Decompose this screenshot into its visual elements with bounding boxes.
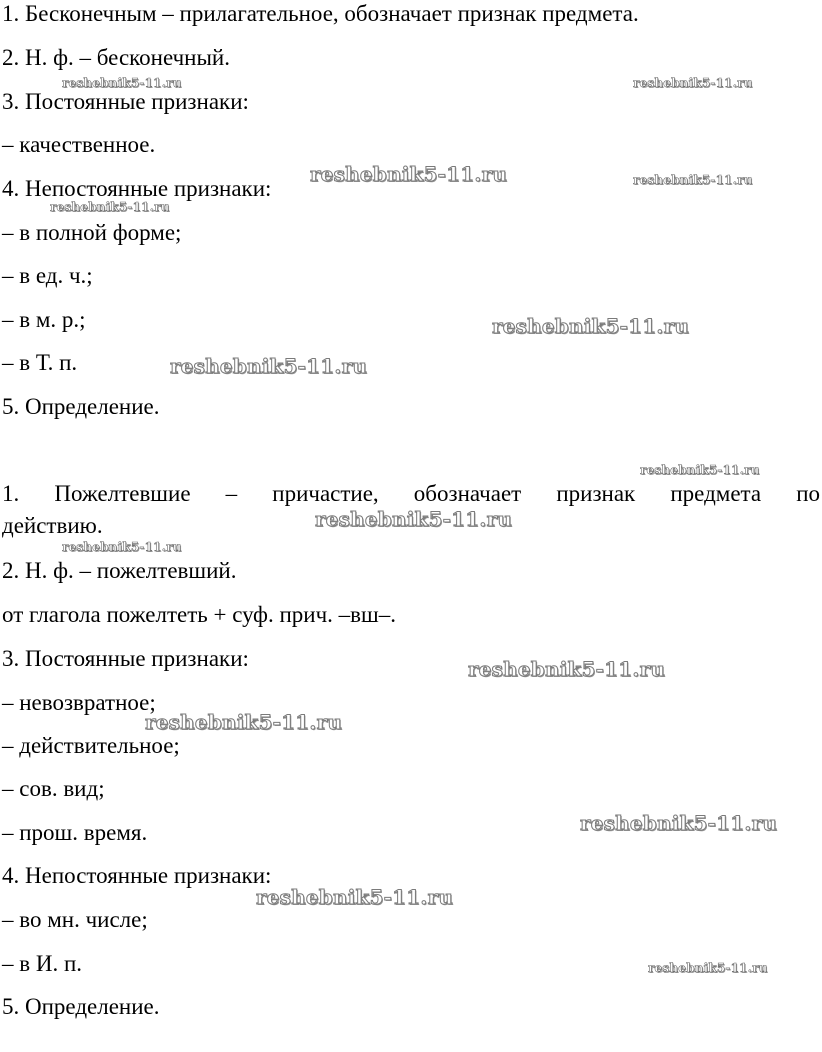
text-line: – прош. время. — [2, 820, 148, 845]
text-line: от глагола пожелтеть + суф. прич. –вш–. — [2, 602, 396, 627]
text-line: 1. Бесконечным – прилагательное, обозначает признак предмета. — [2, 1, 639, 26]
watermark: reshebnik5-11.ru — [633, 76, 753, 90]
text-line: – в Т. п. — [2, 350, 78, 375]
text-line: – качественное. — [2, 132, 156, 157]
text-line: 4. Непостоянные признаки: — [2, 176, 272, 201]
watermark: reshebnik5-11.ru — [256, 885, 454, 909]
text-line: – сов. вид; — [2, 776, 105, 801]
text-line: 4. Непостоянные признаки: — [2, 863, 272, 888]
text-line: – во мн. числе; — [2, 907, 148, 932]
watermark: reshebnik5-11.ru — [170, 354, 368, 378]
watermark: reshebnik5-11.ru — [640, 463, 760, 477]
watermark: reshebnik5-11.ru — [62, 76, 182, 90]
watermark: reshebnik5-11.ru — [492, 314, 690, 338]
text-line: – в ед. ч.; — [2, 263, 93, 288]
text-line: – действительное; — [2, 733, 180, 758]
watermark: reshebnik5-11.ru — [315, 507, 513, 531]
watermark: reshebnik5-11.ru — [633, 173, 753, 187]
watermark: reshebnik5-11.ru — [468, 657, 666, 681]
watermark: reshebnik5-11.ru — [310, 162, 508, 186]
text-line: 5. Определение. — [2, 994, 160, 1019]
watermark: reshebnik5-11.ru — [580, 811, 778, 835]
watermark: reshebnik5-11.ru — [648, 961, 768, 975]
text-line: 3. Постоянные признаки: — [2, 646, 249, 671]
text-line: 3. Постоянные признаки: — [2, 89, 249, 114]
text-line: 5. Определение. — [2, 394, 160, 419]
text-line: – в И. п. — [2, 951, 83, 976]
text-line: – невозвратное; — [2, 690, 156, 715]
watermark: reshebnik5-11.ru — [50, 200, 170, 214]
text-line: 2. Н. ф. – пожелтевший. — [2, 558, 237, 583]
text-line: действию. — [2, 513, 103, 538]
watermark: reshebnik5-11.ru — [62, 540, 182, 554]
text-line: 2. Н. ф. – бесконечный. — [2, 45, 230, 70]
text-line: – в м. р.; — [2, 307, 86, 332]
text-line: – в полной форме; — [2, 220, 182, 245]
text-line-justified: 1. Пожелтевшие – причастие, обозначает признак предмета по — [2, 481, 820, 506]
watermark: reshebnik5-11.ru — [145, 710, 343, 734]
